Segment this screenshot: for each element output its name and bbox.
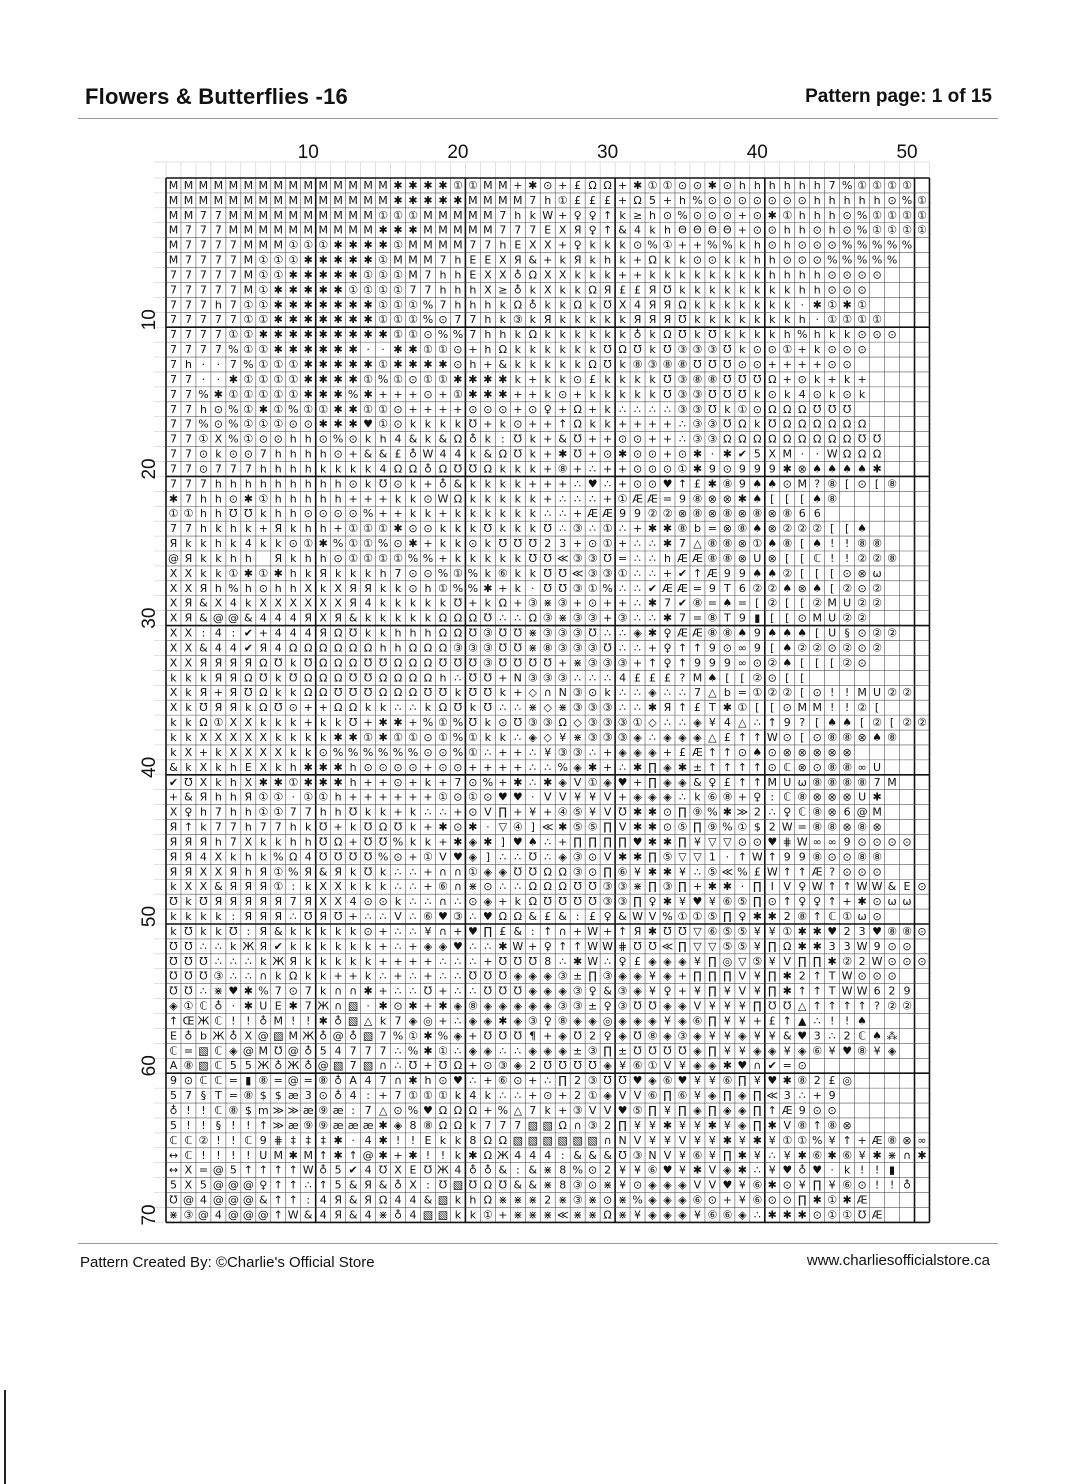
- pattern-row: ✔ƱXkhX✱✱①✱✱✱h++⊙+k+7⊙%+✱∴✱◈V①◈♥+∏◈◈&♀£↑↑MUω⑧⑧⑧⑧7M: [168, 775, 897, 789]
- pattern-row: ЯЯЯh7XkkhhƱΩ+ƱƱ%kk+✱◈✱]♥♠∴+∏∏∏∏♥✱✱∏¥▽▽⊙⊙♥⋕W∞∞9⊙⊙⊙⊙: [169, 835, 912, 849]
- pattern-row: kX+kXXXXkk⊙%%%%%%⊙⊙%①∴++∴¥③③∴+◈◈◈+£Æ↑↑⊙♠⊙⊗⊗⊗⊗⊗: [170, 745, 852, 759]
- pattern-row: X♀h7hh①①77hhƱkk+k∴∴+⊙V∏+¥+④⑤¥VƱ✱✱⊙∏⑨%✱≫2∴♀ℂ⑧⊗6@M: [169, 805, 882, 819]
- pattern-row: kXX&ЯЯЯ①:kXXkkk∴∴+⑥∩⋇⊙∴∴ΩΩΩƱƱ③③⋇∏③∏+✱✱·∏IV♀W↑↑WW&E⊙: [170, 880, 927, 894]
- column-labels: [298, 142, 918, 163]
- pattern-title: Flowers & Butterflies -16: [85, 84, 348, 109]
- row-label: 10: [139, 309, 161, 331]
- pattern-row: 777hhhhhhhhh⊙kƱ⊙k+♁&kkkk+++∴♥∴+⊙⊙♥↑£✱⑧9♠♠⊙M?⑧[⊙[⑧: [169, 477, 897, 491]
- pattern-row: XX:4:✔+444ЯΩƱkkhhhΩΩƱ③ƱƱ⋇③③③Ʊ∴∴◈✱♀ÆÆ⑧⑧♠9♠♠♠[U§⊙②②: [169, 626, 897, 640]
- pattern-row: ℂ=▧ℂ◈@MƱ@♁54777∴%✱①∴◈◈∴∴◈◈◈±③∏±ƱƱƱƱ◈∏¥¥◈◈¥◈⑥¥♥⑧¥◈: [169, 1044, 897, 1058]
- row-label: 70: [139, 1204, 161, 1226]
- column-label: 40: [746, 142, 768, 163]
- row-label: 20: [139, 458, 161, 480]
- pattern-row: 77777①①✱✱✱✱✱✱✱①①①%⊙77hk③kЯkkkkkЯЯЯƱkkkkkkkh·①①①①: [169, 313, 883, 327]
- pattern-row: M7777M①①①✱✱✱✱✱①MMM7hEEXЯ&+kЯkhk+Ωkk⊙⊙kkhh⊙⊙⊙%%%%%: [168, 253, 898, 267]
- pattern-row: 57§T=⑧$$æ3⊙♁4:+7①①①k4k∴∴+⊙+2①◈VV⑥∏⑥¥◈∏◈∏≪3∴+9: [169, 1089, 836, 1103]
- pattern-row: kkXXXXXkkkk✱✱①✱①①⊙①%①kk∴◈◇¥⋇③③③◈∴◈◈◈△£↑↑W⊙[⊙⑧⑧⊗♠⑧: [170, 731, 897, 744]
- pattern-row: E♁bЖ♁X@▧MЖ♁@♁▧7%①✱%◈+ƱƱƱ¶+◈Ʊ2♀◈Ʊ⑧◈③◈¥¥◈¥¥&♥3∴2ℂ♠⁂: [170, 1029, 898, 1043]
- pattern-row: ℂℂ②!!ℂ9⋕‡‡‡✱·4✱!!Ekk8ΩΩ▧▧▧▧▧▧∩NV¥¥V¥¥✱¥✱¥①①%¥↑+Æ⑧⊗∞: [169, 1133, 927, 1147]
- row-label: 60: [139, 1055, 161, 1077]
- pattern-row: ЯЯXXЯhЯ①%Я&ЯkƱk∴∴+∩∩①◈◈ƱƱΩΩ③⊙∏⑥¥✱✱¥∴⑤≪%£W↑↑Æ?⊙⊙⊙: [169, 865, 882, 879]
- pattern-row: 77%✱①①①①①✱✱✱%✱+++⊙+①✱✱✱++k⊙+kkkkkƱ③③ƱƱƱk⊙k4⊙k⊙k: [169, 387, 866, 401]
- pattern-row: 5X5@@@♀↑↑∴↑5&Я&♁X:Ʊ▧ƱΩƱ&&⋇8③⊙⋇¥⊙◈◈◈VV♥¥⑥✱⊙¥∏¥⑥⊙!!♁: [169, 1178, 912, 1192]
- pattern-row: 9⊙ℂℂ=▮⑧=@=⑧♁A47∩✱h⊙♥∴+⑥⊙+∴∏2③ƱƱ♥◈⑥♥¥¥⑥∏¥♥✱⑧2£◎: [169, 1074, 852, 1088]
- pattern-row: +&ЯhhЯ①①·①①h++++++①⊙①⊙♥♥·VV¥¥V+◈◈◈∴k⑥⑧+♀:ℂ⑧⊗⊗⊗U✱: [168, 790, 882, 804]
- row-label: 30: [139, 607, 161, 629]
- pattern-row: kkkk:ЯЯЯ∴ƱЯƱ+∴∴V∴⑥♥③∴♥ΩΩ&£&:£♀&WV%①①⑤∏♀✱✱2⑧↑ℂ①ω⊙: [170, 910, 882, 924]
- row-label: 50: [139, 905, 161, 928]
- pattern-row: ƱƱ∴⋇♥✱%7⊙7k∩∩✱+∴∴Ʊ+∴∴ƱƱƱ◈◈◈③♀&③◈¥♀+¥∏¥V¥∏✱↑↑TWW629: [169, 984, 911, 998]
- pattern-row: ◈①ℂ♁·✱UE✱7Ж∩▧·✱⊙✱+✱◈⑧◈◈◈◈◈③③±♀③ƱƱ◈◈V¥¥¥∏ƱƱ△↑↑↑↑?②②: [169, 999, 912, 1013]
- pattern-row: XXЯЯЯЯΩƱkƱΩΩΩƱƱΩΩΩƱƱƱ③ƱƱƱƱ+⋇③③③+↑♀↑999∞⊙②♠[[[②⊙: [169, 656, 867, 670]
- pattern-row: 7777%①①✱✱✱✱✱✱··✱✱①①⊙+hΩkkkkkkƱΩƱkƱ③③③Ʊk⊙⊙①+k⊙⊙⊙: [169, 343, 867, 357]
- pattern-row: 5!!§!!↑≫æ⑨⑨æææ✱◈8⑧ΩΩk777▧▧Ω∩③2∏¥¥✱¥¥✱¥◈∏✱V⑧↑⑧⊗: [169, 1118, 852, 1132]
- footer-credit: Pattern Created By: ©Charlie's Official Store: [80, 1254, 375, 1271]
- pattern-row: 77%⊙%①①①⊙⊙✱✱✱♥①⊙kkkkƱ+k⊙++↑Ωkk++++∴③③ƱΩkƱΩΩΩΩΩΩ: [169, 417, 867, 431]
- pattern-row: ƱƱƱ∴∴∴kЖЯkkkkk++++∴∴∴+ƱƱƱ8∴✱W∴♀£◈◈◈¥∏◎▽⑤¥V∏∏✱②2W⊙⊙⊙: [169, 954, 927, 968]
- pattern-row: @Яkkhh Яkhh⊙①①①①%%+kkkkkƱƱ≪③③Ʊ=∴∴hÆÆ⑧⑧⊗U⊗[[ℂ!!②②⑧: [167, 551, 897, 565]
- pattern-row: XЯ&@@&444ЯXЯ&kkkkkΩΩΩƱ∴∴Ω③⋇③③+③∴∴✱7=⑧T9▮[[⊙MU②②: [169, 611, 868, 625]
- pattern-row: MMMMMMMMMMMMMMM✱✱✱✱①①MM+✱⊙+£ΩΩ+✱①①⊙⊙✱⊙hhhhhh7%①①①①: [168, 178, 912, 192]
- pattern-row: ✱7hh⊙✱①hhhhh+++kk⊙WΩkkkkk+∴∴∴+①ÆÆ=9⑧⊗⊗✱♠[[[♠⑧: [168, 492, 838, 506]
- column-label: 30: [597, 142, 619, 163]
- column-label: 50: [896, 142, 918, 163]
- pattern-row: MMMMMMMMMMMMMMM✱✱✱✱✱MMMM7h①£££+Ω5+h%⊙⊙⊙⊙⊙⊙⊙hhhhh⊙%①: [168, 193, 927, 207]
- pattern-row: ƱƱƱ③∴∴∩kΩkk++k∴+∴+∴∴ƱƱƱ◈◈◈③±∏③◈◈¥◈+∏∏∏V¥∏✱2↑TW⊙⊙⊙: [169, 969, 897, 983]
- row-label: 40: [139, 756, 161, 778]
- pattern-row: 77777M①①✱✱✱✱✱①①①M7hhEXX♁ΩXXkkk++kkkkkkkkhhhh⊙⊙⊙⊙: [169, 268, 882, 282]
- pattern-row: MM77MMMMMMMMMM①①①MMMMM7hkW+♀♀↑k≥h⊙%⊙⊙⊙+⊙✱①hhh⊙%①①①①: [168, 208, 927, 222]
- pattern-row: 7777①①✱✱✱✱✱✱✱✱✱①①⊙%%7hhkΩkkkkkk♁kΩƱkƱkkkkh%hkk⊙⊙⊙: [169, 328, 897, 342]
- pattern-row: ↔X=@5↑↑↑↑W♁5✔4ƱXEƱЖ4♁♁&:&⋇8%⊙2¥¥⑥♥¥✱V◈✱∴¥♥♁♥·k!!▮: [168, 1163, 896, 1177]
- pattern-row: XkЯ+ЯƱΩkkΩΩƱƱƱΩΩΩƱƱkƱƱk+◇∩N③⊙k∴∴◈∴∴7△b=①②②[⊙!!MU②②: [169, 686, 912, 700]
- pattern-row: ЯЯ4Xkhk%Ω4ƱƱƱƱ%⊙+①V♥◈]∴∴Ʊ∴◈③⊙V✱✱∏⑤▽▽1·↑W↑99⑧⊙⊙⑧⑧: [169, 850, 883, 864]
- pattern-cells: [168, 179, 927, 1221]
- pattern-row: kkΩ①XXkkk+kkƱ+✱✱+%①%Ʊk⊙Ʊ③③Ω◇③③③①◇∴∴◈¥4△∴↑9?[♠♠[②[②②: [170, 716, 927, 730]
- pattern-row: 77⊙k⊙⊙7hhhh⊙+&&£♁W44k&ΩƱk+✱Ʊ+⊙✱⊙⊙+⊙✱·✱✔5XM··WΩΩΩ: [169, 447, 882, 461]
- pattern-row: ƱkƱЯЯЯЯЯ7ЯXX4⊙⊙k∴∴∩∴⊙◈+kΩƱƱƱƱ③③∏♀✱¥♥¥⑥⑤∏⊙↑♀♀↑+✱⊙ωω: [169, 895, 912, 909]
- pattern-row: M777MMMMMMMMMM✱✱✱MMMMM777EXЯ♀↑&4khΘΘΘΘ+⊙⊙hh⊙h⊙%①①①①: [168, 223, 927, 237]
- pattern-row: kkkЯЯΩƱkƱΩΩΩƱƱΩΩΩΩh∴ƱƱ+N③③③∴∴∴4£££?M♠[[②⊙[[: [170, 671, 805, 685]
- pattern-row: XkƱЯЯkΩƱ⊙++ΩΩkk∴∴kΩƱkƱ∴∴⋇◇⋇③③③∴∴✱Я↑£T✱①[[⊙MM!!②[: [169, 701, 880, 715]
- column-label: 10: [297, 142, 319, 163]
- pattern-row: 77777M①✱✱✱✱✱①①①①77hhhX≥♁kXkkΩЯ££ЯƱkkkkkkkkhh⊙⊙⊙: [169, 283, 867, 297]
- pattern-row: Ʊ@4@@@&↑↑:4Я&ЯΩ44&▧khΩ⋇⋇⋇2⋇③⋇⊙⋇%◈◈◈⑥⊙+¥⑥⊙⊙∏✱①✱Æ: [169, 1193, 868, 1207]
- pattern-row: Яkkhk4kk⊙①✱%①①%⊙✱+kk⊙kƱƱƱ23+⊙①+∴∴✱7△⑧⑧⊗①♠⑧[♠!!⑧⑧: [169, 537, 883, 551]
- page-indicator: Pattern page: 1 of 15: [805, 86, 992, 107]
- pattern-row: 77··✱①①①①✱✱✱✱①%①⊙①①✱✱✱✱k+kk⊙£kkkkƱ③⑧⑧ƱƱƱΩ+⊙k+k+: [169, 372, 867, 386]
- pattern-row: 77⊙777hhhhkkkk4ΩΩ♁ΩƱƱΩkkk+⑧+∴++⊙⊙⊙①✱9⊙999✱⊗♠♠♠♠✱: [169, 462, 882, 476]
- pattern-row: 77h⊙%①✱①%①①✱✱①①⊙++++⊙⊙⊙+⊙♀+Ω+k∴∴∴∴③③Ʊk①⊙ΩΩΩƱƱƱ: [169, 402, 852, 416]
- pattern-row: ↔ℂ!!!!UM✱M↑✱↑@✱+✱!!k✱ΩЖ444:&&&Ʊ③NV¥⑥¥∏✱¥∴¥✱⑥✱⑥¥✱⋇∩✱: [168, 1148, 927, 1162]
- pattern-row: ♁!!ℂ⑧$m≫≫æ⑨æ:7△⊙%♥ΩΩΩ+%△7k+③VV♥⑤∏¥∏◈∏◈◈∏↑Æ9⊙⊙: [169, 1104, 837, 1117]
- scan-edge-mark: [4, 1390, 6, 1484]
- pattern-row: M7777MMM①①①✱✱✱✱①MMMM77hEXX+♀kkk⊙%①++%%kh⊙h⊙⊙⊙%%%%%: [168, 238, 913, 252]
- pattern-row: XXЯh%h⊙hhXkXЯЯkk⊙h①%%✱+k·ƱƱ③①%∴∴✔ÆÆ=9T6②②♠⊗♠[②⊙②: [169, 581, 883, 595]
- pattern-row: &kXkhEXkh✱✱✱h⊙⊙⊙⊙+⊙⊙++++∴∴%◈✱+∴✱∏◈✱±↑↑↑↑⊙ℂ⊗⊙⑧⑧∞U: [169, 760, 882, 774]
- pattern-row: ⋇③@4@@@↑W&4Я&4⋇♁4▧▧kk①+⋇⋇⋇≪⋇⋇Ω⋇¥◈◈◈¥⑥⑥◈∴✱✱✱⊙①①ƱÆ: [168, 1208, 883, 1222]
- pattern-row: 77hkhk+Яkhh+①①①✱⊙⊙kkkƱkkkƱ∴③∴①∴+✱✱⑧b=⊗⑧♠⊗②②②[[♠: [169, 522, 868, 536]
- pattern-row: 7h··7%①①①✱✱✱✱✱①✱✱✱✱⊙h+&kkkkkΩƱk⑧③⑧⑧ƱƱƱ⊙⊙++++⊙⊙: [169, 358, 852, 371]
- pattern-row: XЯ&X4kXXXXXXЯ4kkkkkƱ+kΩ+③⋇③+⊙++∴✱7✔⑧=♠=[②[[②MU②②: [169, 596, 883, 610]
- pattern-row: Я↑k77h77hkƱ+kƱΩƱk+✱⊙✱·▽④]≪✱⑤⑤∏V✱✱⊙⑤∏⑨%①$2W=⑧⑧⊗⑧⊗: [169, 820, 882, 834]
- pattern-row: ↑ŒЖℂ!!♁M!!✱♁▧△k7◈◎+∴◈◈✱◈③♀⑧◈◈◎◈◈◈¥◈⑥∏¥¥+£↑▲∴!!♠: [168, 1014, 868, 1028]
- column-label: 20: [447, 142, 469, 163]
- pattern-row: kƱkkƱ:Я&kkkkk⊙+∴∴¥∩+♥∏£&:↑∩+W+↑Я✱ƱƱ▽⑥⑤⑤¥¥①✱✱♥23♥⑧⑧⊙: [170, 924, 927, 938]
- pattern-row: XXkk①✱①✱hkЯkkkh7⊙⊙%①%k⑥kkƱƱ≪③③①∴∴+✔↑Æ99♠♠②[[[⊙⊗ω: [169, 566, 882, 580]
- pattern-row: 777h7①①✱✱✱✱✱✱✱①①①%7hhhkΩ♁kkΩkƱX4ЯЯΩkkkkkkk·✱①✱①: [169, 298, 868, 312]
- pattern-row: A⑧▧ℂ55Ж♁Ж♁@▧7▧∩∴Ʊ+ƱΩ+⊙③◈2ƱƱƱƱ◈¥⑥①V¥◈◈✱♥∩✔=⊙: [169, 1059, 807, 1073]
- footer-divider: [78, 1243, 998, 1244]
- pattern-row: XX&44✔Я4ΩΩΩΩΩΩhhΩΩΩ③③③ƱƱ⋇⑧③③③Ʊ∴∴+♀↑↑9⊙∞9[♠②②⊙②⊙②: [169, 641, 883, 655]
- pattern-row: ①①hhƱƱkhh⊙⊙⊙⊙%++kk+kkkkkk∴∴+ÆÆ99②②⊗⑧⊗⑧⊗⑧⊗⑧66: [168, 507, 821, 521]
- pattern-row: 77①X%①⊙⊙hh⊙%⊙kh4&k&Ω♁k:Ʊk+&Ʊ++⊙⊙++∴③③ΩΩΩΩΩΩΩΩΩƱƱ: [169, 432, 882, 446]
- footer-website[interactable]: www.charliesofficialstore.ca: [806, 1252, 990, 1269]
- pattern-row: ƱƱ∴∴kЖЯ✔kkkkkk+∴+◈◈♥∴∴✱W+♀↑↑WW⋕ƱƱ≪∏▽▽⑤⑤¥∏Ω✱✱33W9⊙⊙: [169, 939, 912, 953]
